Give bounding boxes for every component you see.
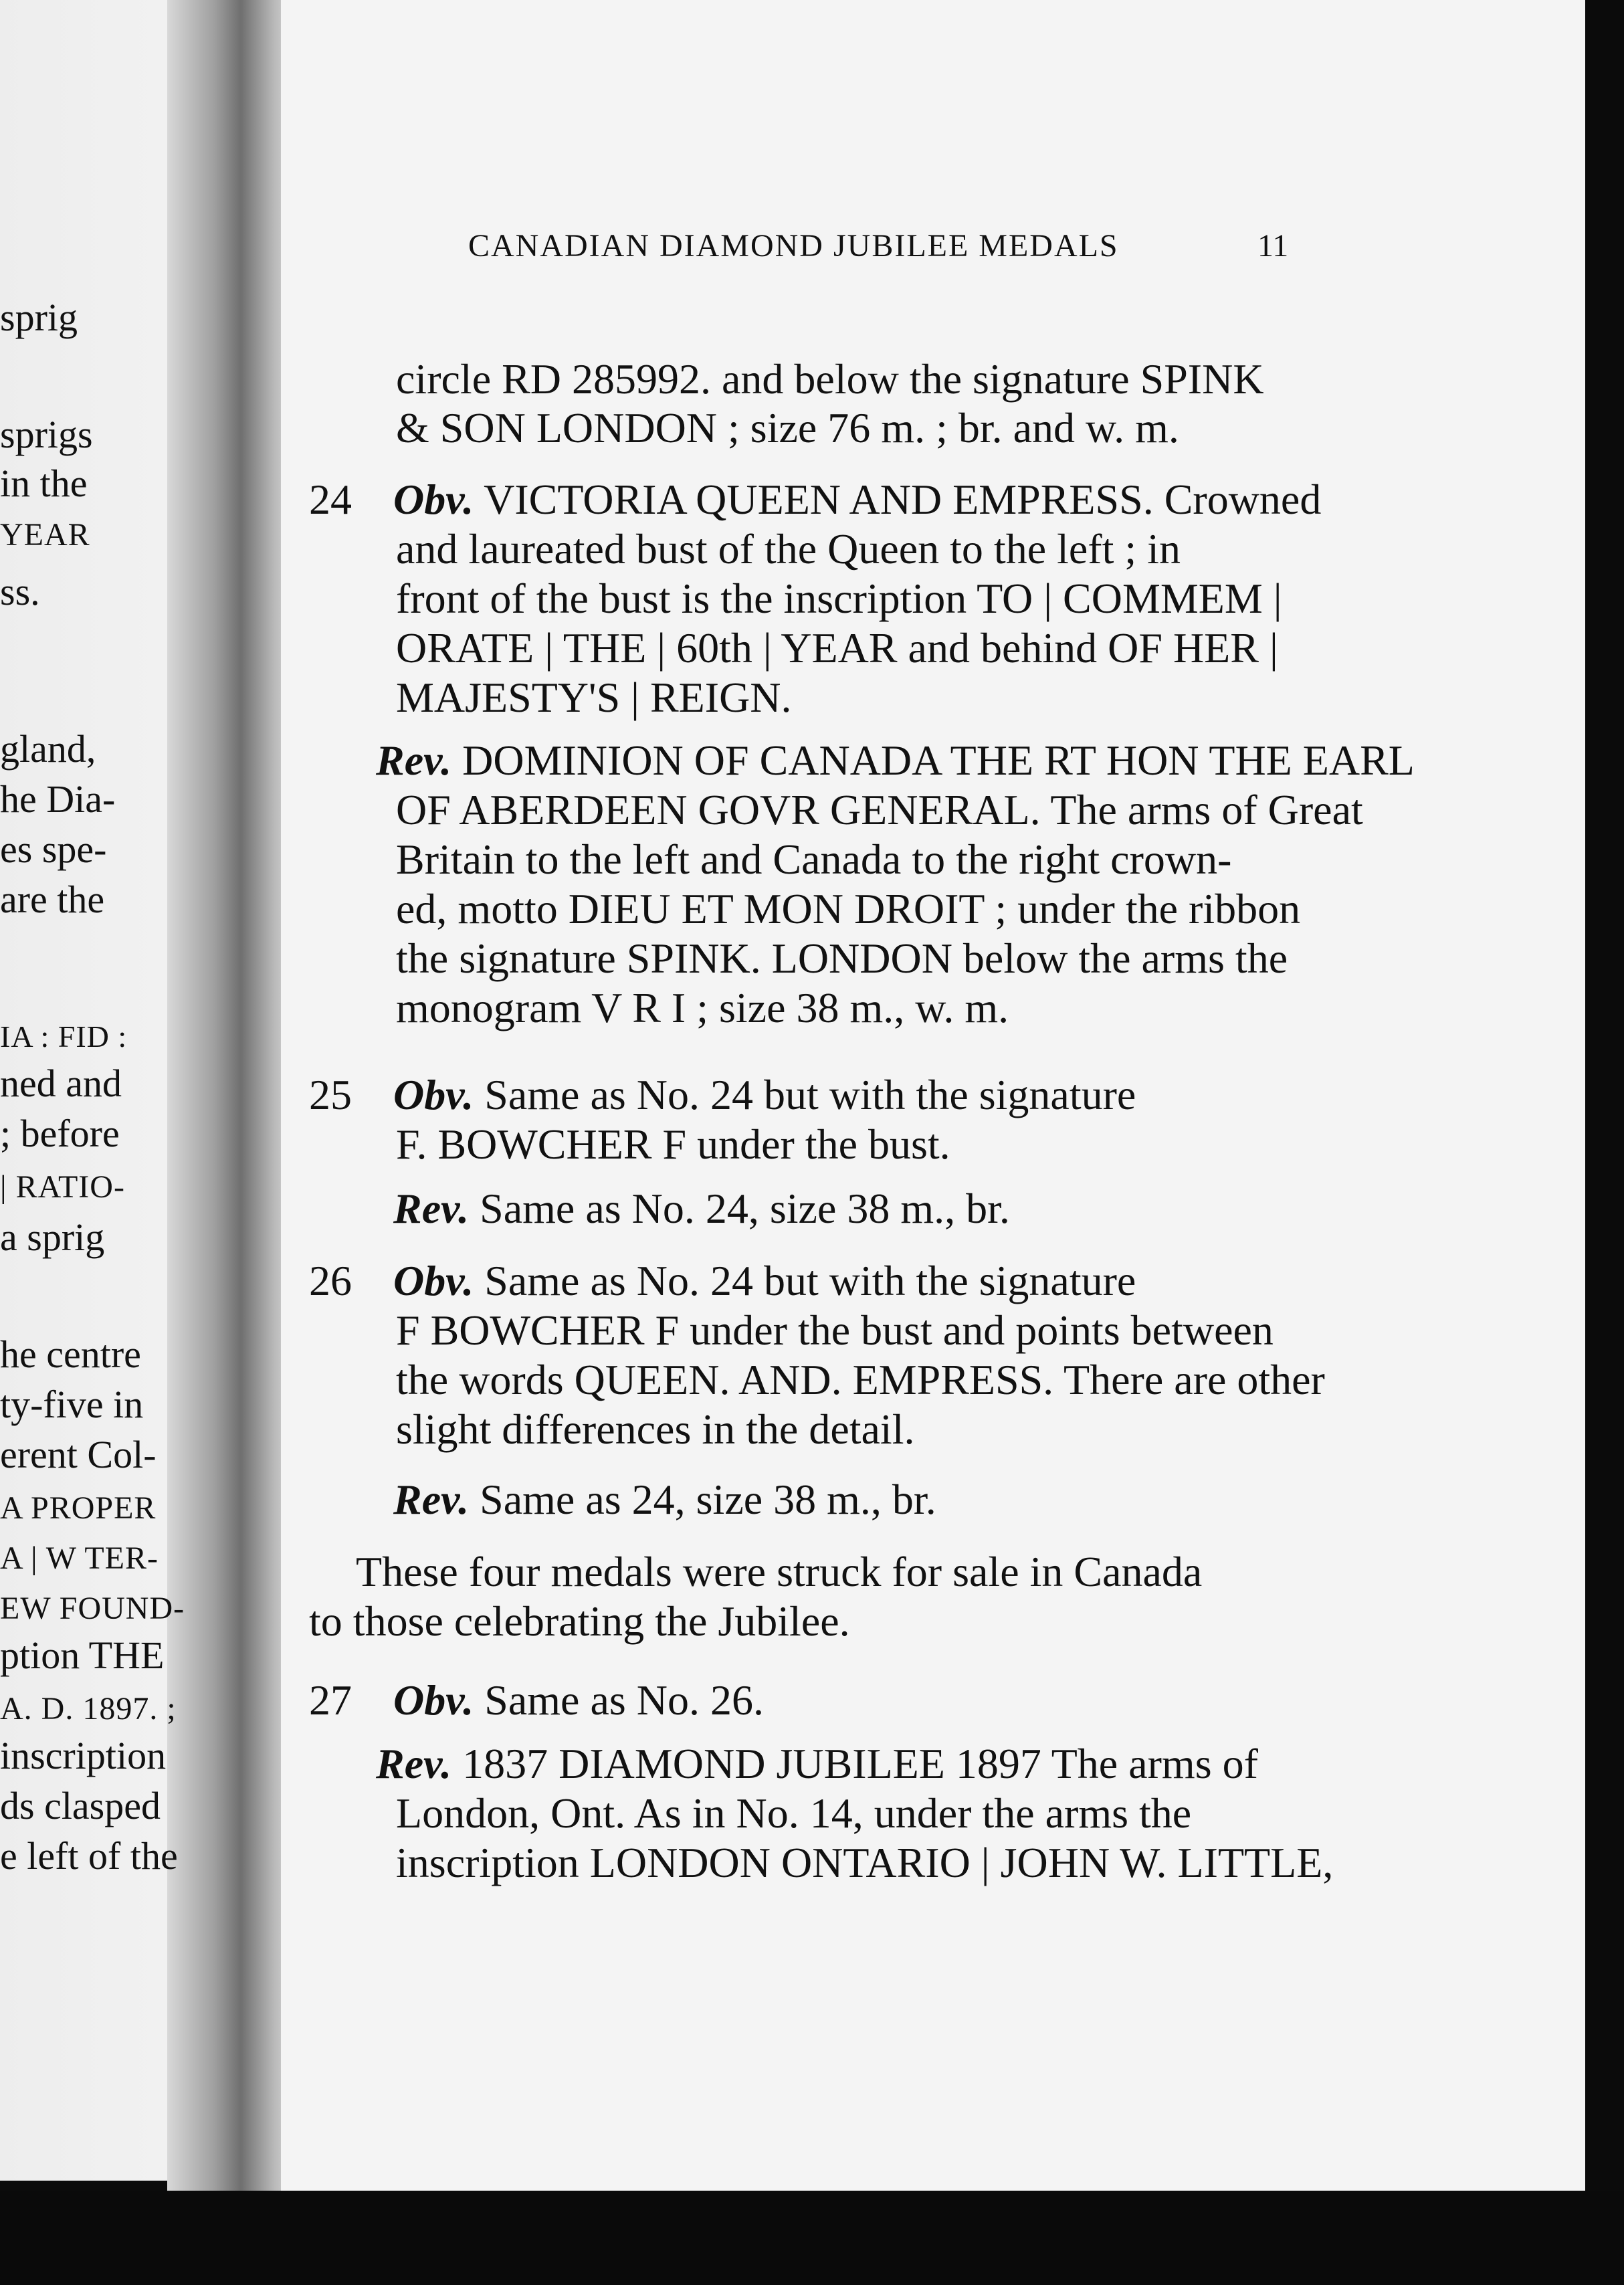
text-line: slight differences in the detail.: [396, 1405, 915, 1453]
left-fragment: ds clasped: [0, 1784, 161, 1827]
text-line: MAJESTY'S | REIGN.: [396, 674, 792, 721]
left-fragment: A | W TER-: [0, 1541, 159, 1576]
reverse-text: Same as 24, size 38 m., br.: [480, 1476, 936, 1523]
left-fragment: | RATIO-: [0, 1169, 125, 1205]
obverse-text: Same as No. 26.: [484, 1676, 764, 1724]
left-fragment: ned and: [0, 1062, 122, 1105]
left-fragment: he centre: [0, 1332, 141, 1376]
left-fragment: ss.: [0, 570, 40, 613]
text-line: the signature SPINK. LONDON below the arms the: [396, 934, 1288, 982]
left-fragment: YEAR: [0, 517, 90, 553]
text-line: the words QUEEN. AND. EMPRESS. There are other: [396, 1356, 1325, 1403]
text-line: These four medals were struck for sale in Canada: [356, 1548, 1203, 1595]
obverse-line: [393, 1676, 764, 1725]
page-number: 11: [1257, 228, 1289, 264]
left-fragment: A PROPER: [0, 1490, 157, 1526]
text-line: inscription LONDON ONTARIO | JOHN W. LITTLE,: [396, 1839, 1334, 1886]
text-line: London, Ont. As in No. 14, under the arms the: [396, 1789, 1192, 1837]
obverse-label: Obv.: [393, 1071, 474, 1118]
left-fragment: A. D. 1897. ;: [0, 1691, 177, 1726]
obverse-label: Obv.: [393, 1676, 474, 1724]
left-fragment: inscription: [0, 1734, 167, 1777]
reverse-label: Rev.: [376, 736, 452, 784]
obverse-label: Obv.: [393, 476, 474, 523]
reverse-label: Rev.: [393, 1185, 470, 1232]
reverse-line: [393, 1184, 1010, 1233]
reverse-text: 1837 DIAMOND JUBILEE 1897 The arms of: [462, 1740, 1258, 1787]
text-line: and laureated bust of the Queen to the left ; in: [396, 525, 1181, 573]
entry-number: 25: [309, 1071, 352, 1118]
left-fragment: sprig: [0, 296, 78, 339]
scan-bottom-edge: [0, 2191, 1624, 2285]
text-line: to those celebrating the Jubilee.: [309, 1597, 850, 1645]
obverse-line: [393, 1256, 1136, 1306]
reverse-text: Same as No. 24, size 38 m., br.: [480, 1185, 1010, 1232]
left-fragment: IA : FID :: [0, 1019, 128, 1054]
entry-number: 26: [309, 1257, 352, 1304]
obverse-line: [393, 475, 1321, 524]
reverse-line: [376, 1739, 1258, 1789]
left-fragment: gland,: [0, 727, 96, 771]
left-fragment: e left of the: [0, 1834, 178, 1878]
left-fragment: are the: [0, 878, 105, 921]
obverse-text: VICTORIA QUEEN AND EMPRESS. Crowned: [484, 476, 1322, 523]
text-line: F. BOWCHER F under the bust.: [396, 1120, 950, 1168]
left-fragment: EW FOUND-: [0, 1591, 185, 1626]
text-line: ed, motto DIEU ET MON DROIT ; under the ribbon: [396, 885, 1301, 932]
reverse-text: DOMINION OF CANADA THE RT HON THE EARL: [462, 736, 1415, 784]
left-fragment: erent Col-: [0, 1433, 157, 1476]
reverse-label: Rev.: [376, 1740, 452, 1787]
left-fragment: he Dia-: [0, 777, 116, 821]
reverse-line: [393, 1475, 936, 1524]
reverse-label: Rev.: [393, 1476, 470, 1523]
entry-number: 27: [309, 1676, 352, 1724]
running-header: CANADIAN DIAMOND JUBILEE MEDALS: [468, 228, 1119, 264]
left-fragment: sprigs: [0, 413, 93, 456]
text-line: ORATE | THE | 60th | YEAR and behind OF HER |: [396, 624, 1278, 672]
text-line: F BOWCHER F under the bust and points between: [396, 1306, 1274, 1354]
text-line: circle RD 285992. and below the signature SPINK: [396, 355, 1264, 403]
obverse-label: Obv.: [393, 1257, 474, 1304]
left-fragment: in the: [0, 462, 88, 505]
text-line: front of the bust is the inscription TO | COMMEM |: [396, 575, 1282, 622]
reverse-line: [376, 736, 1415, 785]
left-fragment: ty-five in: [0, 1383, 144, 1426]
left-fragment: ; before: [0, 1112, 120, 1155]
left-fragment: ption THE: [0, 1633, 165, 1677]
text-line: OF ABERDEEN GOVR GENERAL. The arms of Great: [396, 786, 1363, 833]
entry-number: 24: [309, 476, 352, 523]
left-fragment: es spe-: [0, 827, 107, 871]
text-line: monogram V R I ; size 38 m., w. m.: [396, 984, 1009, 1031]
obverse-text: Same as No. 24 but with the signature: [484, 1071, 1136, 1118]
obverse-text: Same as No. 24 but with the signature: [484, 1257, 1136, 1304]
left-fragment: a sprig: [0, 1215, 105, 1259]
text-line: & SON LONDON ; size 76 m. ; br. and w. m.: [396, 404, 1179, 452]
text-line: Britain to the left and Canada to the right crown-: [396, 835, 1232, 883]
obverse-line: [393, 1070, 1136, 1120]
